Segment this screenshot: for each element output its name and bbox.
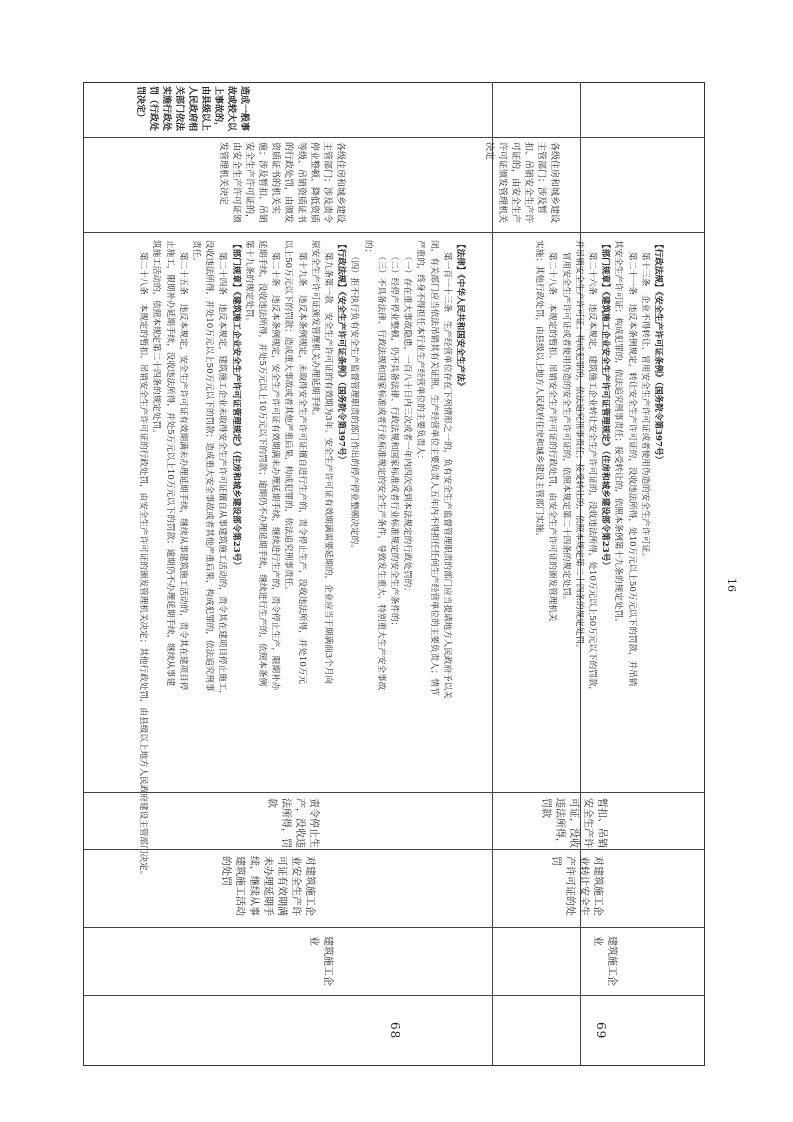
basis-line: 原安全生产许可证颁发管理机关办理延期手续。 [309,240,320,421]
basis-line: 第二十八条 本规定的暂扣、吊销安全生产许可证的行政处罚，由安全生产许可证的颁发管理机关 [547,252,558,622]
basis-line: 第二十条 违反本条例规定，安全生产许可证有效期满未办理延期手续，继续进行生产的，责令停止生产，限期补办 [270,252,281,691]
basis-line: 严重的，终身不得担任本行业生产经营单位的主要负责人： [415,240,426,464]
row-69-measure: 暂扣、吊销安全生产许可证，没收违法所得，罚款 [540,798,607,848]
basis-line: 并吊销安全生产许可证；构成犯罪的，依法追究刑事责任；接受转让的，依照本规定第二十四条的规定处罚。 [573,240,584,653]
basis-line: 的； [362,240,373,258]
basis-line: 冒用安全生产许可证或者使用伪造的安全生产许可证的，依照本规定第二十四条的规定处罚。 [560,252,571,605]
page-number: 16 [725,578,738,592]
basis-line: 实施；其他行政处罚，由县级以上地方人民政府住房和城乡建设主管部门实施。 [534,240,545,541]
basis-line: 责任。 [190,240,201,266]
basis-line: 第二十八条 本规定的暂扣、吊销安全生产许可证的行政处罚，由安全生产许可证的颁发管理机关决定；其他行政处罚，由县级以上地方人民政府建设主管部门决定。 [138,252,149,880]
basis-line: 第二十六条 违反本规定，建筑施工企业转让安全生产许可证的，没收违法所得，处10万元以上50万元以下的罚款， [586,252,597,695]
basis-line: （三）不具备法律、行政法规和国家标准或者行业标准规定的安全生产条件，导致发生重大、特别重大生产安全事故 [375,252,386,691]
basis-line: （四）拒不执行负有安全生产监督管理职责的部门作出的停产停业整顿决定的。 [349,252,360,553]
row-divider-number [83,995,705,996]
basis-line: 第一百一十三条 生产经营单位存在下列情形之一的，负有安全生产监督管理职责的部门应当提请地方人民政府予以关 [441,252,452,699]
row-divider-basis [83,232,705,233]
row-68-subject: 建筑施工企业 [308,936,333,986]
basis-line: 第二十五条 违反本规定，安全生产许可证有效期满未办理延期手续，继续从事建筑施工活动的，责令其在建项目停 [177,252,188,691]
row-69-department: 各级住房和城乡建设主管部门；涉及暂扣、吊销安全生产许可证的，由安全生产许可证颁发管理机关决定 [484,142,559,224]
basis-line: 【行政法规】《安全生产许可证条例》（国务院令第397号） [653,240,663,465]
basis-line: 第十九条的规定处罚。 [243,240,254,326]
row-68-measure: 责令停止生产，没收违法所得，罚款 [266,798,319,848]
row-divider-subject [83,927,705,928]
basis-line: 第十九条 违反本条例规定，未取得安全生产许可证擅自进行生产的，责令停止生产，没收违法所得，并处10万元 [296,252,307,685]
basis-line: 第二十四条 违反本规定，建筑施工企业未取得安全生产许可证擅自从事建筑施工活动的，责令其在建项目停止施工， [217,252,228,699]
basis-line: （一）存在重大事故隐患，一百八十日内三次或者一年内四次受到本法规定的行政处罚的； [402,252,413,596]
basis-line: 延期手续，没收违法所得，并处5万元以上10万元以下的罚款；逾期仍不办理延期手续，继续进行生产的，依照本条例 [256,240,267,687]
basis-line: 【行政法规】《安全生产许可证条例》（国务院令第397号） [336,240,347,465]
row-68-item: 对建筑施工企业安全生产许可证有效期满未办理延期手续，继续从事建筑施工活动的处罚 [220,856,315,916]
basis-line: 筑施工活动的，依照本规定第二十四条的规定处罚。 [151,240,162,438]
basis-line: 第十三条 企业不得转让、冒用安全生产许可证或者使用伪造的安全生产许可证。 [639,252,650,562]
row-69-legal-basis [532,240,664,785]
row-69-number: 69 [594,1022,608,1040]
basis-line: 其安全生产许可证；构成犯罪的，依法追究刑事责任；接受转让的，依照本条例第十九条的规定处罚。 [613,240,624,627]
basis-line: 以上50万元以下的罚款；造成重大事故或者其他严重后果，构成犯罪的，依法追究刑事责任。 [283,240,294,595]
basis-line: （二）经停产停业整顿，仍不具备法律、行政法规和国家标准或者行业标准规定的安全生产条件的； [388,252,399,631]
row-divider-item [83,849,705,850]
row-69-subject: 建筑施工企业 [592,936,617,986]
row-69-item: 对建筑施工企业转让安全生产许可证的处罚 [550,856,603,916]
row-68-department: 各级住房和城乡建设主管部门；涉及责令停业整顿、降低资质等级、吊销资质证书的行政处罚，由颁发资质证书的机关实施；涉及暂扣、吊销安全生产许可证的，由安全生产许可证颁发管理机关决定 [218,142,345,224]
basis-line: 第二十一条 违反本条例规定，转让安全生产许可证的，没收违法所得，处10万元以上50万元以下的罚款，并吊销 [626,252,637,687]
basis-line: 闭，有关部门应当依法吊销其有关证照。生产经营单位主要负责人五年内不得担任任何生产经营单位的主要负责人；情节 [428,240,439,696]
basis-line: 【法律】《中华人民共和国安全生产法》 [455,240,465,391]
basis-line: 【部门规章】《建筑施工企业安全生产许可证管理规定》（住房和城乡建设部令第23号） [230,240,241,570]
row-divider-dept [83,137,705,138]
row-68-note: 造成一般事故或较大以上事故的，由县级以上人民政府相关部门依法实施行政处罚（行政处罚决定） [135,86,249,132]
basis-line: 止施工，限期补办延期手续，没收违法所得，并处5万元以上10万元以下的罚款；逾期仍不办理延期手续，继续从事建 [164,240,175,687]
row-divider-measure [83,792,705,793]
basis-line: 【部门规章】《建筑施工企业安全生产许可证管理规定》（住房和城乡建设部令第23号） [600,240,611,570]
row-68-number: 68 [388,1022,402,1040]
column-divider-rows [492,82,493,1066]
basis-line: 没收违法所得，并处10万元以上50万元以下的罚款；造成重大安全事故或者其他严重后果，构成犯罪的，依法追究刑事 [204,240,215,692]
basis-line: 第九条第一款 安全生产许可证的有效期为3年。安全生产许可证有效期满需要延期的，企业应当于期满前3个月向 [322,252,333,685]
